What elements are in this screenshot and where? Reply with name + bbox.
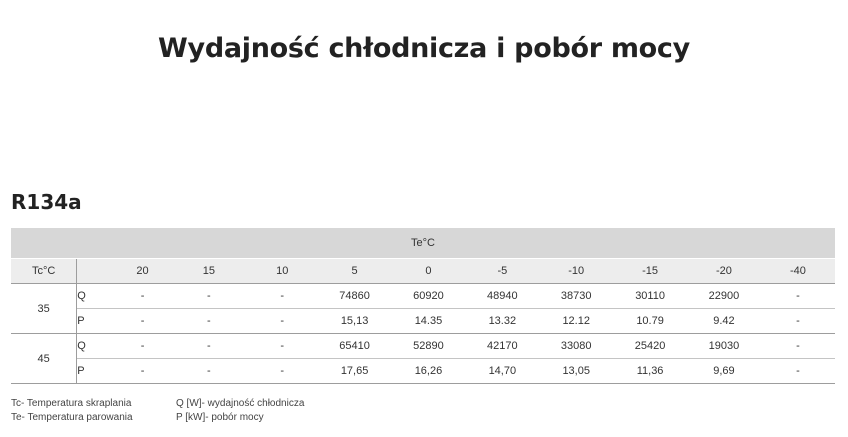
legend-temperatures — [11, 397, 133, 425]
row-label: P — [77, 359, 114, 384]
table-row — [11, 359, 835, 384]
te-column-header: 10 — [247, 259, 318, 284]
table-cell: - — [247, 359, 318, 384]
table-cell: 11,36 — [613, 359, 687, 384]
table-row — [11, 334, 835, 359]
page-title: Wydajność chłodnicza i pobór mocy — [158, 33, 690, 64]
table-cell: 38730 — [539, 284, 613, 309]
table-cell: 60920 — [392, 284, 466, 309]
table-cell: 30110 — [613, 284, 687, 309]
table-cell: 9.42 — [687, 309, 761, 334]
table-cell: 9,69 — [687, 359, 761, 384]
table-cell: 48940 — [465, 284, 539, 309]
table-cell: - — [761, 334, 835, 359]
table-cell: - — [171, 309, 247, 334]
table-cell: - — [114, 309, 171, 334]
table-cell: - — [114, 334, 171, 359]
table-cell: 52890 — [392, 334, 466, 359]
table-cell: - — [247, 309, 318, 334]
table-cell: 33080 — [539, 334, 613, 359]
header-spacer — [77, 259, 114, 284]
legend-q: Q [W]- wydajność chłodnicza — [176, 398, 305, 409]
table-cell: 25420 — [613, 334, 687, 359]
legend-p: P [kW]- pobór mocy — [176, 412, 264, 423]
te-column-header: 20 — [114, 259, 171, 284]
tc-value-cell: 45 — [11, 334, 77, 384]
table-cell: - — [761, 359, 835, 384]
table-cell: 16,26 — [392, 359, 466, 384]
tc-value-cell: 35 — [11, 284, 77, 334]
table-cell: 19030 — [687, 334, 761, 359]
table-cell: 17,65 — [318, 359, 392, 384]
te-column-header: -10 — [539, 259, 613, 284]
table-cell: 22900 — [687, 284, 761, 309]
table-cell: 15,13 — [318, 309, 392, 334]
table-cell: 12.12 — [539, 309, 613, 334]
table-cell: 14,70 — [465, 359, 539, 384]
tc-header: Tc°C — [11, 259, 77, 284]
table-cell: - — [761, 284, 835, 309]
te-column-header: -40 — [761, 259, 835, 284]
row-label: P — [77, 309, 114, 334]
table-cell: 65410 — [318, 334, 392, 359]
te-column-header: -15 — [613, 259, 687, 284]
legend-te: Te- Temperatura parowania — [11, 412, 133, 423]
table-cell: 13,05 — [539, 359, 613, 384]
legend-tc: Tc- Temperatura skraplania — [11, 398, 132, 409]
te-column-header: 15 — [171, 259, 247, 284]
table-cell: - — [171, 334, 247, 359]
table-cell: 42170 — [465, 334, 539, 359]
table-row — [11, 284, 835, 309]
te-column-header: -20 — [687, 259, 761, 284]
table-cell: 13.32 — [465, 309, 539, 334]
performance-table — [11, 228, 835, 384]
te-column-header: -5 — [465, 259, 539, 284]
table-cell: - — [761, 309, 835, 334]
table-cell: - — [171, 284, 247, 309]
table-cell: - — [171, 359, 247, 384]
table-cell: 74860 — [318, 284, 392, 309]
table-cell: - — [114, 284, 171, 309]
row-label: Q — [77, 284, 114, 309]
refrigerant-label: R134a — [11, 190, 82, 214]
legend-quantities — [176, 397, 304, 425]
table-cell: 10.79 — [613, 309, 687, 334]
te-column-header: 5 — [318, 259, 392, 284]
te-header: Te°C — [11, 228, 835, 259]
te-column-header: 0 — [392, 259, 466, 284]
table-cell: 14.35 — [392, 309, 466, 334]
table-row — [11, 309, 835, 334]
table-cell: - — [247, 284, 318, 309]
table-cell: - — [114, 359, 171, 384]
table-cell: - — [247, 334, 318, 359]
row-label: Q — [77, 334, 114, 359]
